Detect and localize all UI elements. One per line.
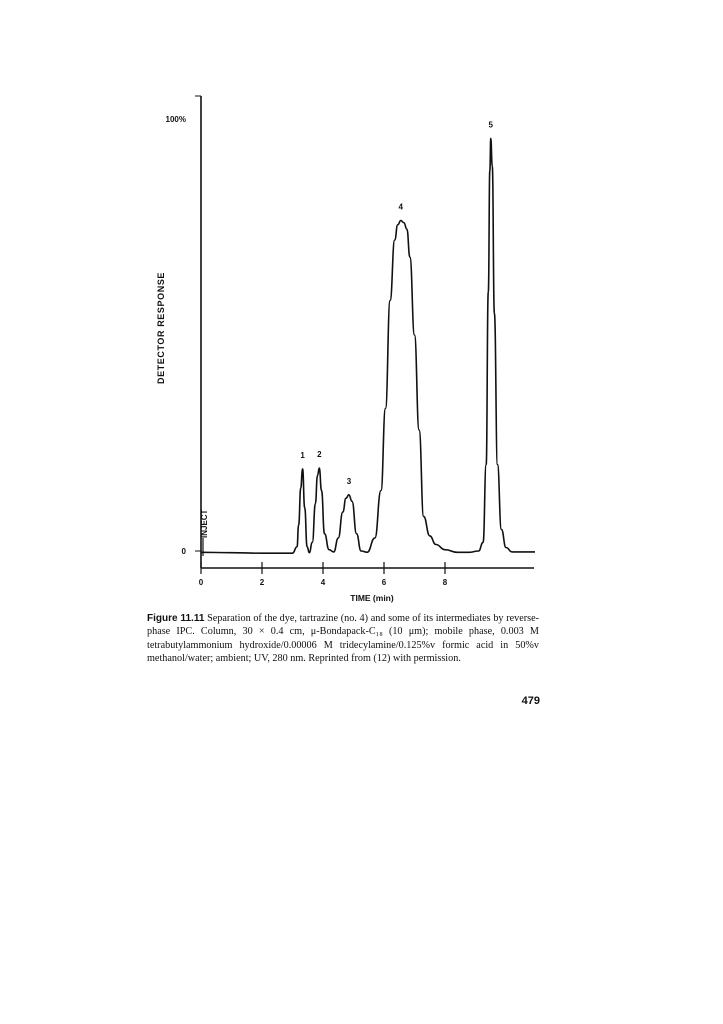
peak-label-5: 5 — [488, 120, 493, 130]
y-tick-label-0: 0 — [181, 547, 186, 556]
x-tick-label-2: 2 — [259, 578, 265, 587]
peak-label-4: 4 — [398, 202, 404, 212]
page-number: 479 — [521, 695, 540, 707]
chromatogram-trace — [201, 138, 535, 553]
figure-label: Figure 11.11 — [147, 613, 205, 624]
x-tick-label-6: 6 — [381, 578, 387, 587]
x-tick-label-4: 4 — [320, 578, 326, 587]
x-tick-label-8: 8 — [442, 578, 448, 587]
x-tick-label-0: 0 — [198, 578, 204, 587]
peak-label-3: 3 — [346, 476, 352, 486]
caption-text: Separation of the dye, tartrazine (no. 4) and some of its intermediates by reverse-phase IPC. Column, 30 × 0.4 cm, μ-Bondapack-C₁₈ (10 μm); mobile phase, 0.003 M tetrabutylammonium hydroxide/0.00006 M tridecylamine/0.125%v formic acid in 50%v methanol/water; ambient; UV, 280 nm. Reprinted from (12) with permission. — [147, 613, 540, 665]
peak-label-2: 2 — [317, 450, 322, 460]
y-tick-label-1: 100% — [165, 115, 186, 124]
figure-caption — [147, 612, 539, 666]
x-axis-label: TIME (min) — [350, 593, 394, 603]
peak-label-1: 1 — [300, 450, 305, 460]
inject-label: INJECT — [200, 509, 209, 538]
y-axis-label: DETECTOR RESPONSE — [156, 271, 166, 385]
